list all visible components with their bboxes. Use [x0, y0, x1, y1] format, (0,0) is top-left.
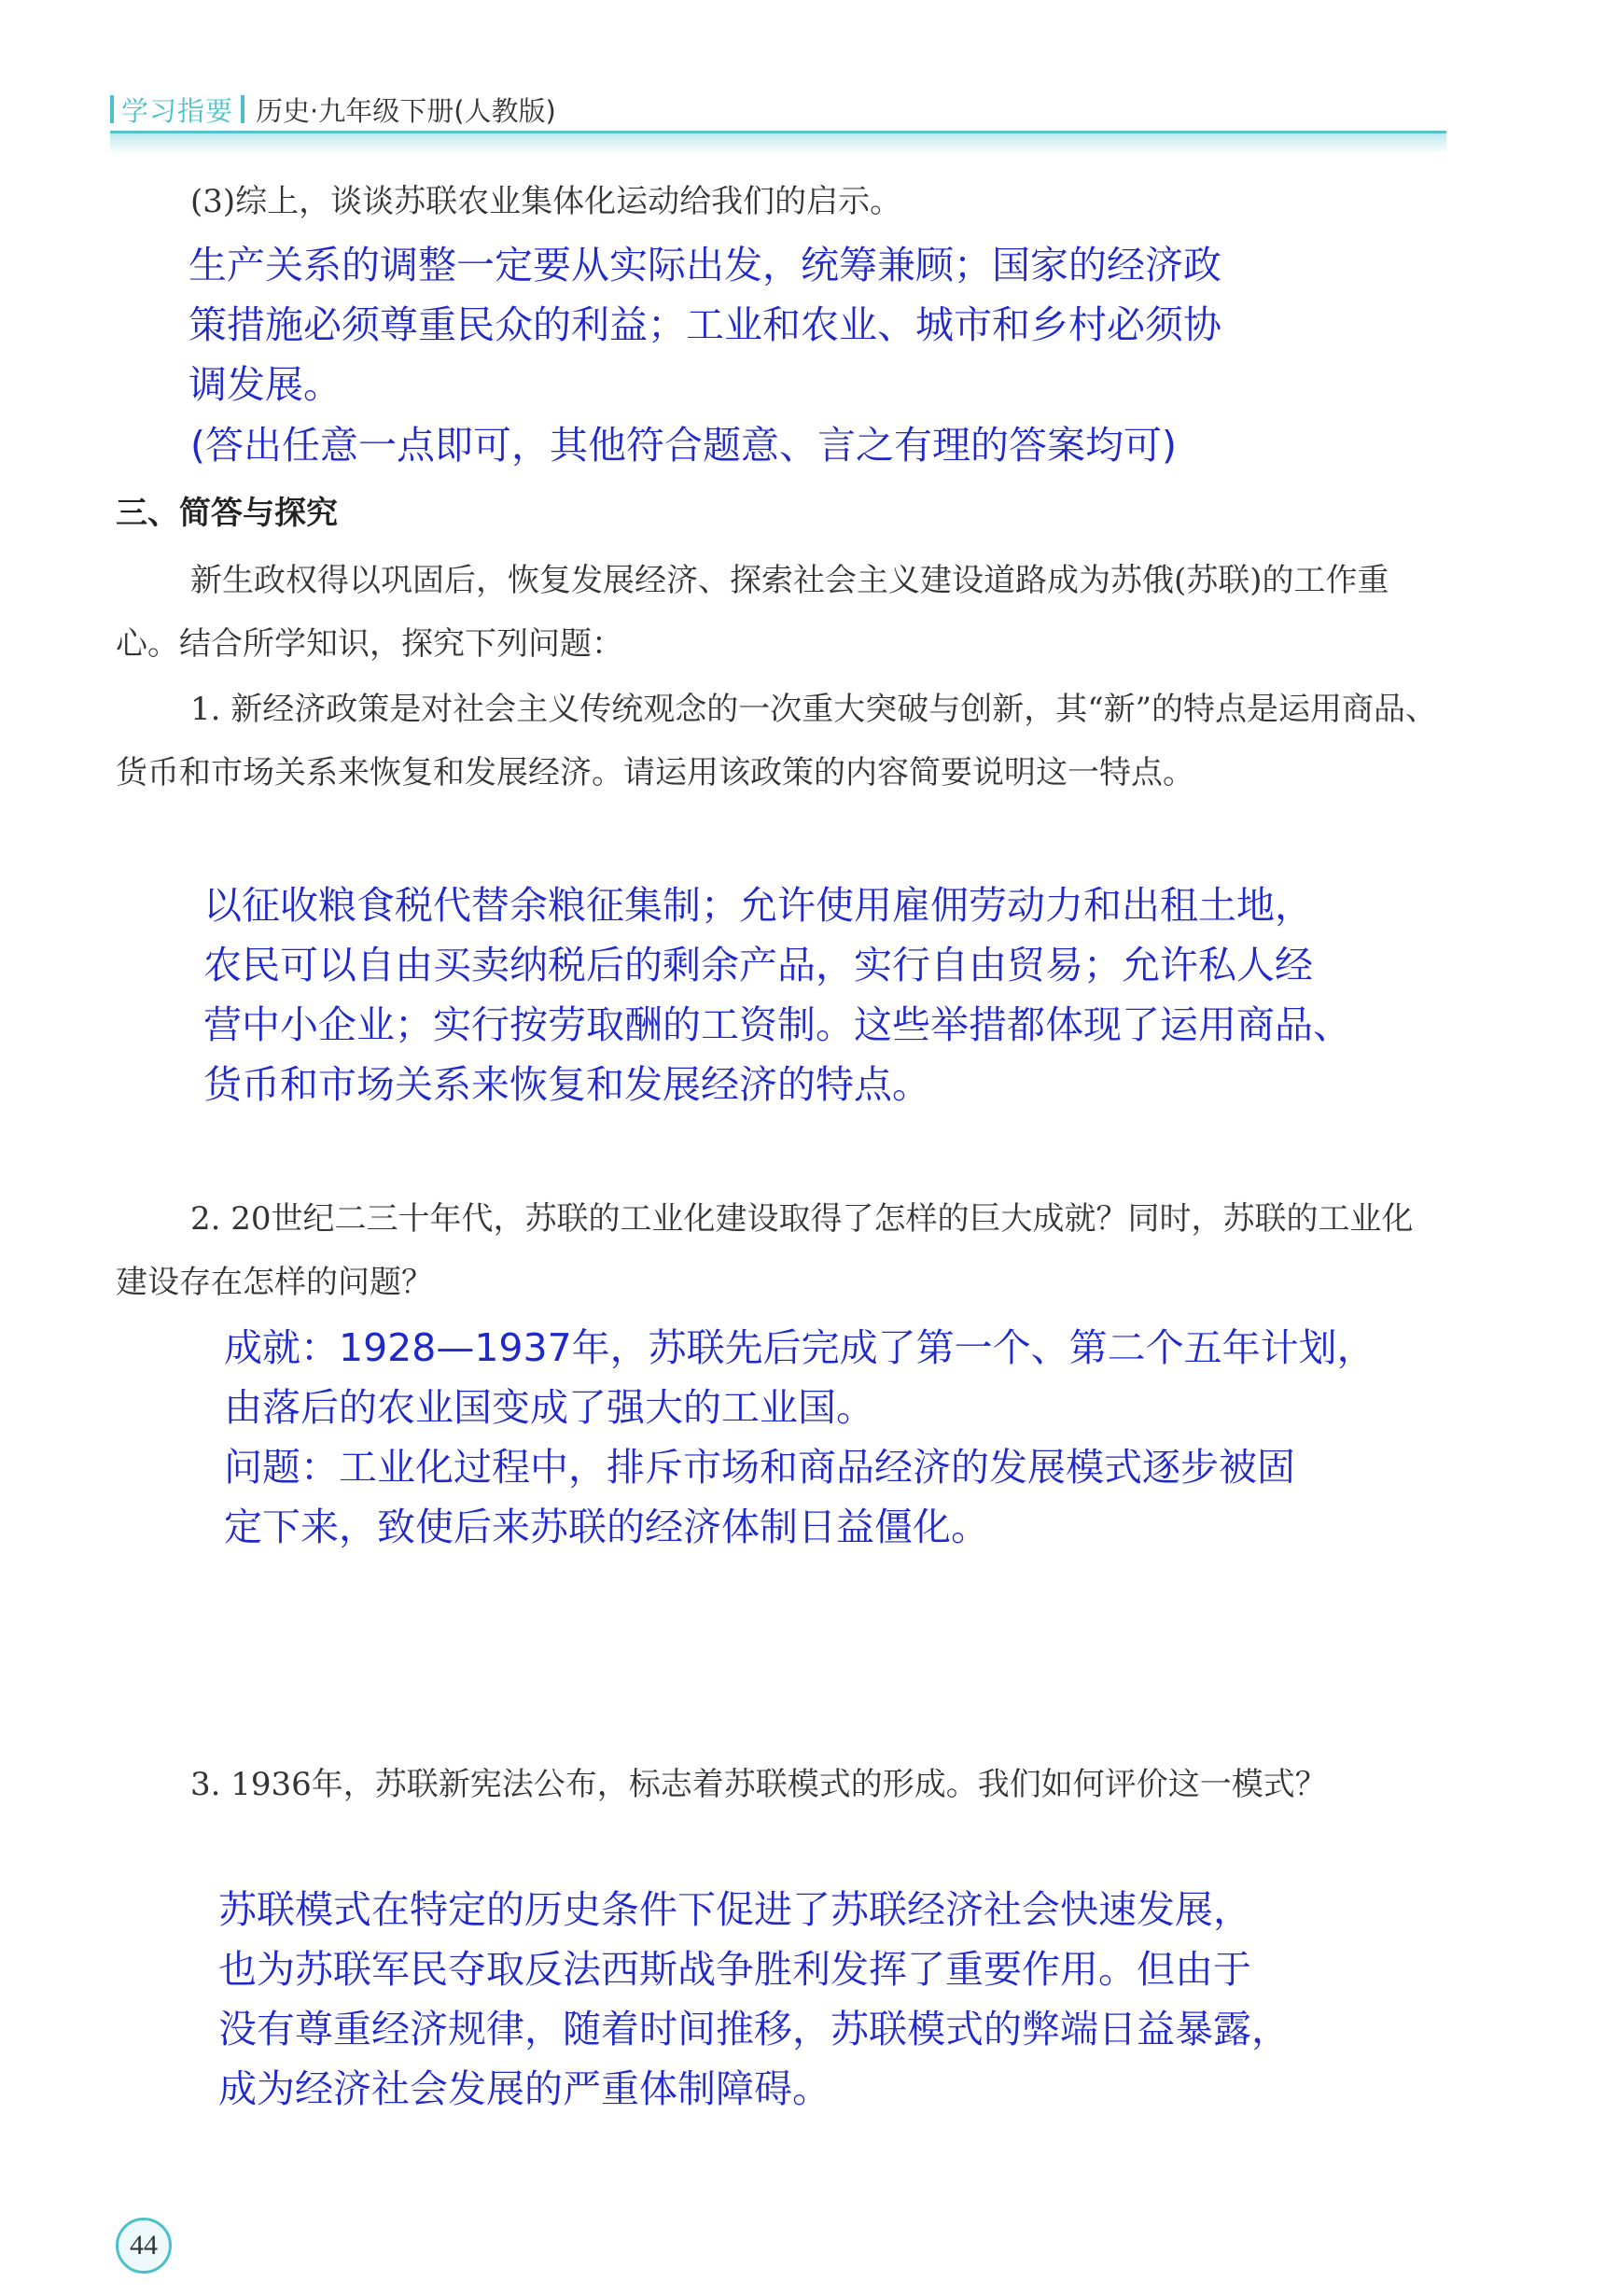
question-3-text: 3. 1936年，苏联新宪法公布，标志着苏联模式的形成。我们如何评价这一模式？	[190, 1766, 1327, 1803]
header-brand: 学习指要	[121, 94, 234, 127]
header-rule	[110, 131, 1446, 154]
answer-1-line-2: 农民可以自由买卖纳税后的剩余产品，实行自由贸易；允许私人经	[203, 943, 1313, 987]
answer-2-line-4: 定下来，致使后来苏联的经济体制日益僵化。	[224, 1505, 989, 1549]
question-3-prompt: (3)综上，谈谈苏联农业集体化运动给我们的启示。	[190, 183, 902, 220]
header-title: 历史·九年级下册(人教版)	[256, 94, 556, 127]
answer-1-line-4: 货币和市场关系来恢复和发展经济的特点。	[203, 1062, 930, 1107]
answer-3-line-1: 苏联模式在特定的历史条件下促进了苏联经济社会快速发展，	[218, 1887, 1251, 1932]
answer-q3-line-3: 调发展。	[188, 362, 342, 407]
question-1-text: 1. 新经济政策是对社会主义传统观念的一次重大突破与创新，其“新”的特点是运用商品、货币和市场关系来恢复和发展经济。请运用该政策的内容简要说明这一特点。	[116, 691, 1438, 791]
question-2-text: 2. 20世纪二三十年代，苏联的工业化建设取得了怎样的巨大成就？同时，苏联的工业化建设存在怎样的问题？	[116, 1200, 1414, 1301]
page-number: 44	[116, 2218, 172, 2274]
answer-3-line-3: 没有尊重经济规律，随着时间推移，苏联模式的弊端日益暴露，	[218, 2007, 1290, 2051]
section-intro: 新生政权得以巩固后，恢复发展经济、探索社会主义建设道路成为苏俄(苏联)的工作重心。结合所学知识，探究下列问题：	[116, 562, 1389, 663]
answer-q3-line-1: 生产关系的调整一定要从实际出发，统筹兼顾；国家的经济政	[188, 243, 1221, 287]
answer-1-line-3: 营中小企业；实行按劳取酬的工资制。这些举措都体现了运用商品、	[203, 1002, 1351, 1047]
answer-1-line-1: 以征收粮食税代替余粮征集制；允许使用雇佣劳动力和出租土地，	[203, 883, 1313, 928]
answer-2-line-1: 成就：1928—1937年，苏联先后完成了第一个、第二个五年计划，	[224, 1325, 1375, 1370]
answer-3-line-2: 也为苏联军民夺取反法西斯战争胜利发挥了重要作用。但由于	[218, 1947, 1251, 1992]
answer-2-line-3: 问题：工业化过程中，排斥市场和商品经济的发展模式逐步被固	[224, 1445, 1295, 1490]
answer-q3-note: (答出任意一点即可，其他符合题意、言之有理的答案均可)	[190, 423, 1177, 468]
answer-q3-line-2: 策措施必须尊重民众的利益；工业和农业、城市和乡村必须协	[188, 302, 1221, 347]
answer-2-line-2: 由落后的农业国变成了强大的工业国。	[224, 1385, 874, 1430]
section-heading: 三、简答与探究	[116, 495, 338, 532]
header-bar-left	[110, 95, 114, 123]
page-header	[110, 86, 556, 133]
header-bar-right	[241, 95, 244, 123]
answer-3-line-4: 成为经济社会发展的严重体制障碍。	[218, 2066, 830, 2111]
